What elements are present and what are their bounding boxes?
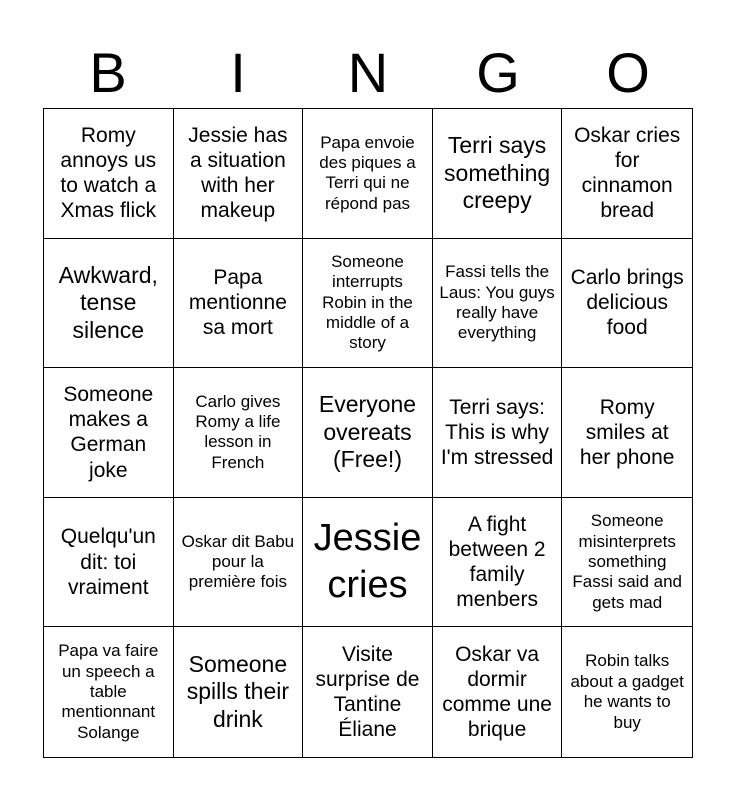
- bingo-cell[interactable]: Fassi tells the Laus: You guys really have everything: [433, 239, 563, 369]
- bingo-cell[interactable]: Carlo brings delicious food: [562, 239, 692, 369]
- bingo-cell[interactable]: Someone interrupts Robin in the middle of a story: [303, 239, 433, 369]
- bingo-cell[interactable]: Terri says something creepy: [433, 109, 563, 239]
- bingo-cell[interactable]: Oskar dit Babu pour la première fois: [174, 498, 304, 628]
- bingo-cell[interactable]: Romy annoys us to watch a Xmas flick: [44, 109, 174, 239]
- bingo-cell[interactable]: Carlo gives Romy a life lesson in French: [174, 368, 304, 498]
- bingo-cell[interactable]: Jessie cries: [303, 498, 433, 628]
- bingo-cell[interactable]: Oskar va dormir comme une brique: [433, 627, 563, 757]
- bingo-cell[interactable]: Everyone overeats (Free!): [303, 368, 433, 498]
- header-letter-o: O: [606, 41, 650, 104]
- bingo-cell[interactable]: Robin talks about a gadget he wants to buy: [570, 651, 684, 732]
- bingo-cell[interactable]: Someone spills their drink: [174, 627, 304, 757]
- header-letter-g: G: [476, 41, 520, 104]
- bingo-cell[interactable]: Papa envoie des piques a Terri qui ne répond pas: [303, 109, 433, 239]
- bingo-cell[interactable]: Visite surprise de Tantine Éliane: [303, 627, 433, 757]
- bingo-header: [43, 38, 693, 108]
- bingo-cell[interactable]: Someone makes a German joke: [44, 368, 174, 498]
- header-letter-n: N: [347, 41, 389, 104]
- header-letter-b: B: [89, 41, 127, 104]
- bingo-cell[interactable]: Papa va faire un speech a table mentionnant Solange: [44, 627, 174, 757]
- bingo-grid: [43, 108, 693, 758]
- bingo-cell[interactable]: Awkward, tense silence: [44, 239, 174, 369]
- bingo-cell[interactable]: A fight between 2 family menbers: [433, 498, 563, 628]
- bingo-cell[interactable]: Someone misinterprets something Fassi said and gets mad: [562, 498, 692, 628]
- bingo-cell[interactable]: Terri says: This is why I'm stressed: [433, 368, 563, 498]
- bingo-cell[interactable]: Romy smiles at her phone: [562, 368, 692, 498]
- bingo-cell[interactable]: Oskar cries for cinnamon bread: [562, 109, 692, 239]
- bingo-cell[interactable]: Quelqu'un dit: toi vraiment: [44, 498, 174, 628]
- bingo-cell[interactable]: Papa mentionne sa mort: [174, 239, 304, 369]
- bingo-cell[interactable]: Jessie has a situation with her makeup: [174, 109, 304, 239]
- header-letter-i: I: [230, 41, 246, 104]
